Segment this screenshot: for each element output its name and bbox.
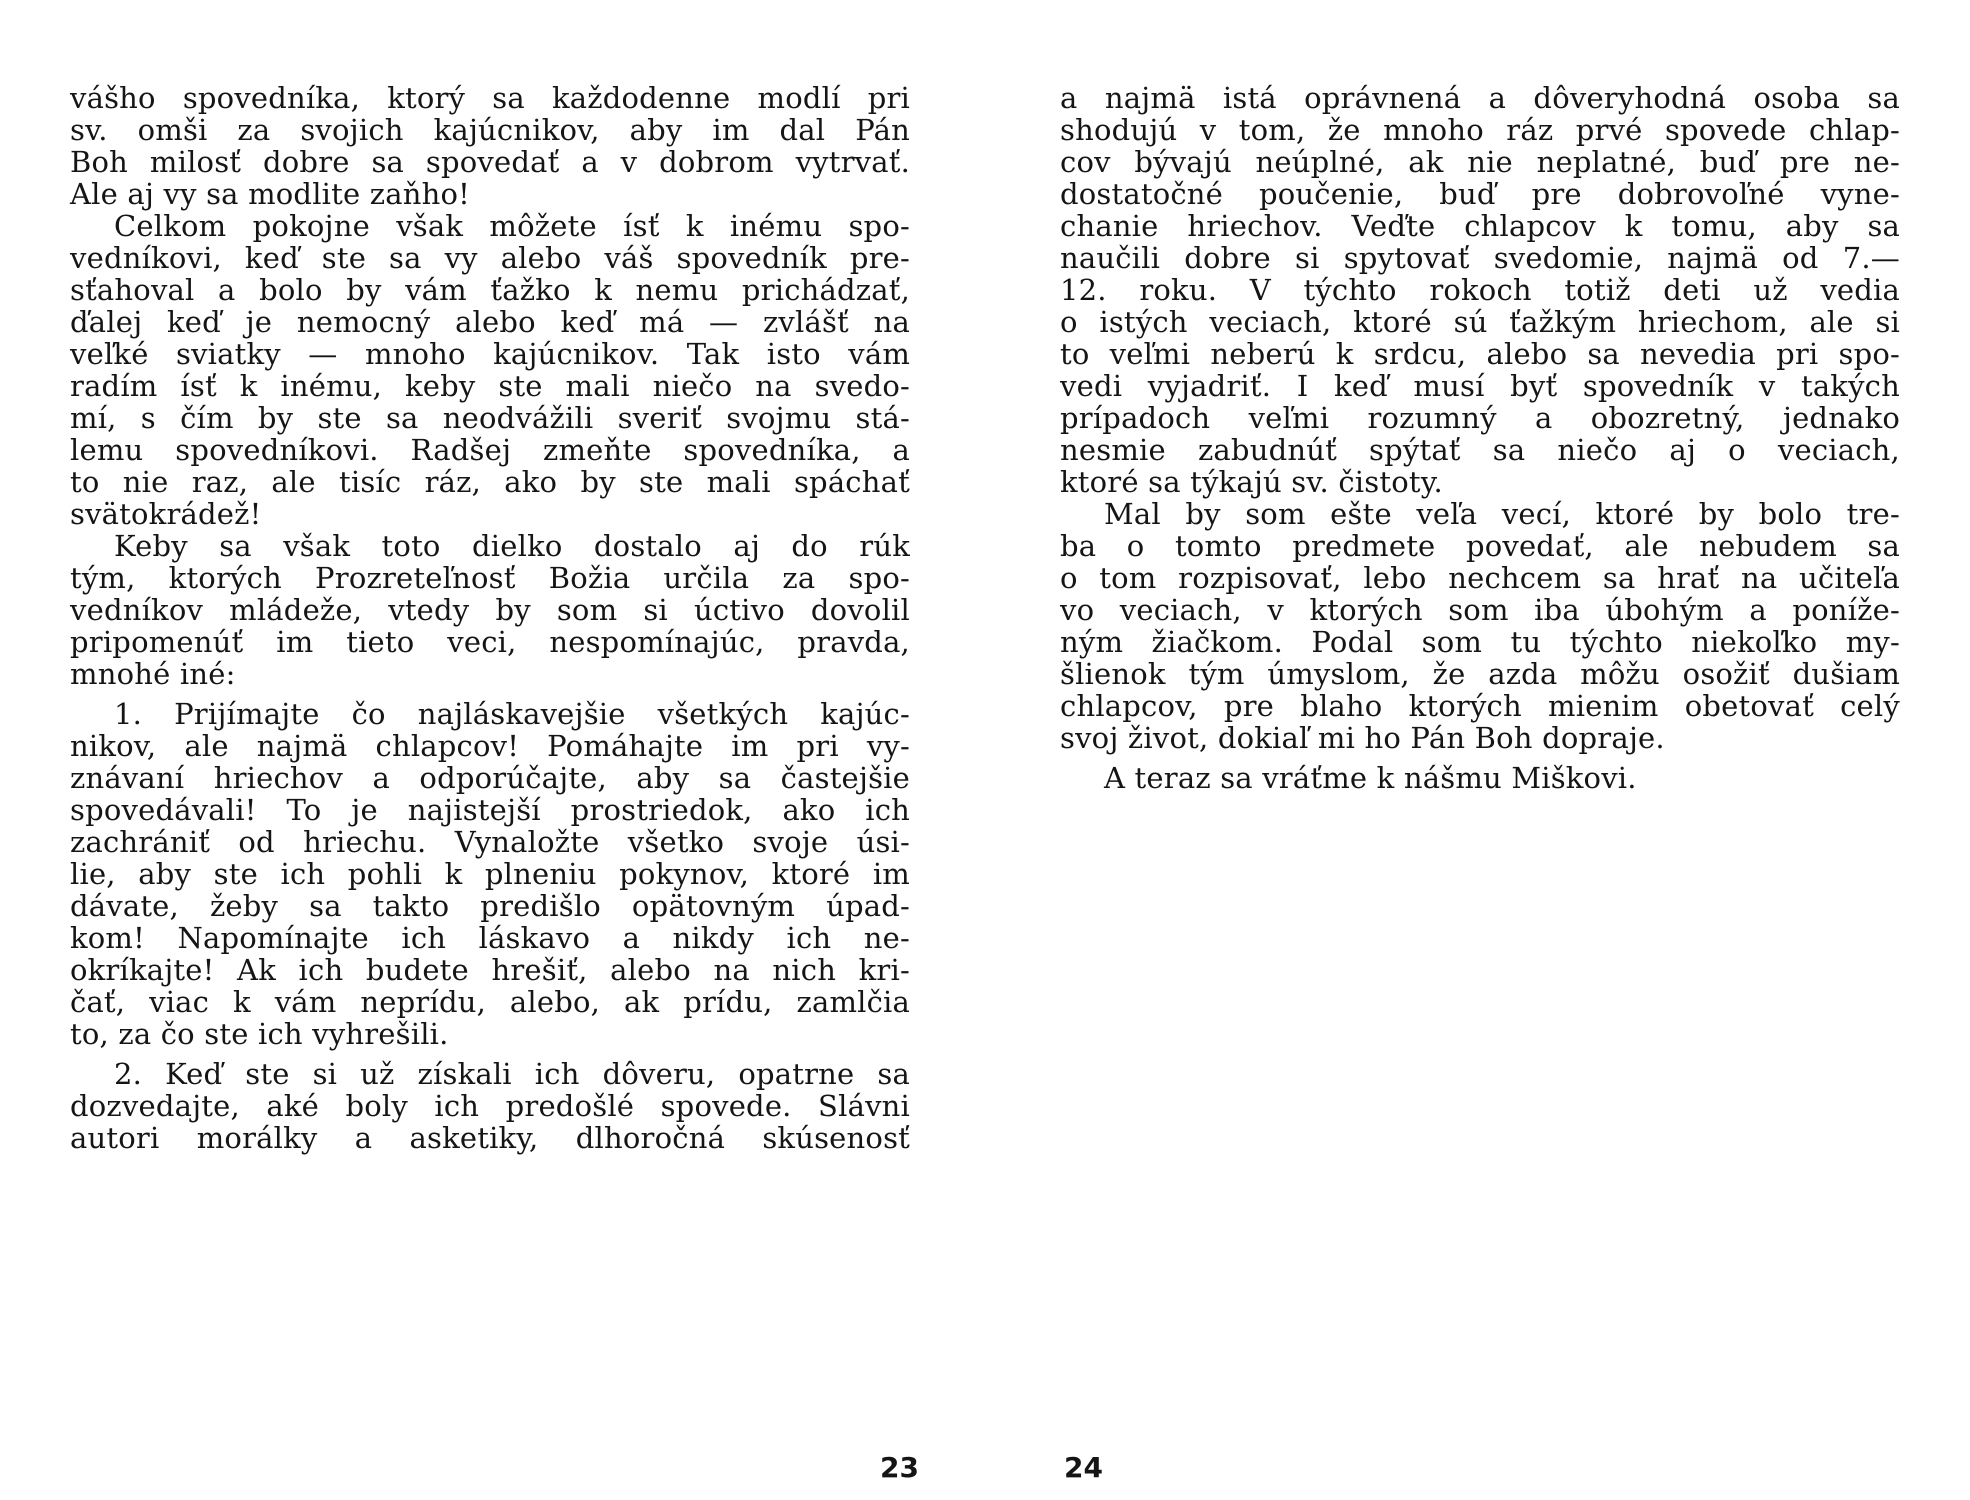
right-page (1060, 78, 1920, 1408)
text-line: vášho spovedníka, ktorý sa každodenne modlí pri (70, 81, 910, 115)
text-line: dávate, žeby sa takto predišlo opätovným úpad- (70, 889, 910, 923)
text-line: prípadoch veľmi rozumný a obozretný, jednako (1060, 401, 1900, 435)
paragraph-first-line: Keby sa však toto dielko dostalo aj do rúk (114, 529, 910, 563)
text-line: chanie hriechov. Veďte chlapcov k tomu, aby sa (1060, 209, 1901, 243)
paragraph-first-line: 2. Keď ste si už získali ich dôveru, opatrne sa (114, 1057, 910, 1091)
paragraph-first-line: Mal by som ešte veľa vecí, ktoré by bolo tre- (1104, 497, 1900, 531)
text-line: okríkajte! Ak ich budete hrešiť, alebo na nich kri- (70, 953, 910, 987)
text-line: dozvedajte, aké boly ich predošlé spovede. Slávni (70, 1089, 911, 1123)
text-line: dostatočné poučenie, buď pre dobrovoľné vyne- (1060, 177, 1900, 211)
text-line: čať, viac k vám neprídu, alebo, ak prídu, zamlčia (70, 985, 911, 1019)
text-line: Ale aj vy sa modlite zaňho! (70, 177, 471, 211)
text-line: nesmie zabudnúť spýtať sa niečo aj o veciach, (1060, 433, 1900, 467)
page-number-right: 24 (1064, 1451, 1103, 1484)
text-line: spovedávali! To je najistejší prostriedok, ako ich (70, 793, 911, 827)
text-line: vedníkov mládeže, vtedy by som si úctivo dovolil (70, 593, 911, 627)
text-line: shodujú v tom, že mnoho ráz prvé spovede chlap- (1060, 113, 1901, 147)
text-line: ným žiačkom. Podal som tu týchto niekoľko my- (1060, 625, 1901, 659)
paragraph-first-line: 1. Prijímajte čo najláskavejšie všetkých kajúc- (114, 697, 910, 731)
text-line: sv. omši za svojich kajúcnikov, aby im dal Pán (70, 113, 910, 147)
text-line: svoj život, dokiaľ mi ho Pán Boh dopraje. (1060, 721, 1665, 755)
text-line: vedi vyjadriť. I keď musí byť spovedník v takých (1060, 369, 1900, 403)
text-line: o tom rozpisovať, lebo nechcem sa hrať na učiteľa (1060, 561, 1901, 595)
text-line: vedníkovi, keď ste sa vy alebo váš spovedník pre- (70, 241, 911, 275)
text-line: a najmä istá oprávnená a dôveryhodná osoba sa (1060, 81, 1900, 115)
text-line: mí, s čím by ste sa neodvážili sveriť svojmu stá- (70, 401, 910, 435)
text-line: radím ísť k inému, keby ste mali niečo na svedo- (70, 369, 911, 403)
text-line: tým, ktorých Prozreteľnosť Božia určila za spo- (70, 561, 910, 595)
text-line: svätokrádež! (70, 497, 262, 531)
page-number-left: 23 (880, 1451, 919, 1484)
text-line: kom! Napomínajte ich láskavo a nikdy ich ne- (70, 921, 910, 955)
text-line: naučili dobre si spytovať svedomie, najmä od 7.— (1060, 241, 1900, 275)
text-line: šlienok tým úmyslom, že azda môžu osožiť dušiam (1060, 657, 1901, 691)
text-line: znávaní hriechov a odporúčajte, aby sa častejšie (70, 761, 911, 795)
text-line: mnohé iné: (70, 657, 236, 691)
text-line: nikov, ale najmä chlapcov! Pomáhajte im pri vy- (70, 729, 911, 763)
text-line: lie, aby ste ich pohli k plneniu pokynov, ktoré im (70, 857, 910, 891)
paragraph-first-line: Celkom pokojne však môžete ísť k inému spo- (114, 209, 910, 243)
text-line: to veľmi neberú k srdcu, alebo sa nevedia pri spo- (1060, 337, 1901, 371)
text-line: Boh milosť dobre sa spovedať a v dobrom vytrvať. (70, 145, 911, 179)
text-line: pripomenúť im tieto veci, nespomínajúc, pravda, (70, 625, 910, 659)
text-line: ba o tomto predmete povedať, ale nebudem sa (1060, 529, 1900, 563)
text-line: ktoré sa týkajú sv. čistoty. (1060, 465, 1443, 499)
paragraph-first-line: A teraz sa vráťme k nášmu Miškovi. (1104, 761, 1637, 795)
text-line: cov bývajú neúplné, ak nie neplatné, buď pre ne- (1060, 145, 1900, 179)
text-line: veľké sviatky — mnoho kajúcnikov. Tak isto vám (70, 337, 911, 371)
text-line: autori morálky a asketiky, dlhoročná skúsenosť (70, 1121, 911, 1155)
text-line: to nie raz, ale tisíc ráz, ako by ste mali spáchať (70, 465, 910, 499)
text-line: 12. roku. V týchto rokoch totiž deti už vedia (1060, 273, 1900, 307)
text-line: vo veciach, v ktorých som iba úbohým a poníže- (1060, 593, 1900, 627)
text-line: lemu spovedníkovi. Radšej zmeňte spovedníka, a (70, 433, 910, 467)
text-line: ďalej keď je nemocný alebo keď má — zvlášť na (70, 305, 910, 339)
text-line: chlapcov, pre blaho ktorých mienim obetovať celý (1060, 689, 1900, 723)
text-line: zachrániť od hriechu. Vynaložte všetko svoje úsi- (70, 825, 911, 859)
text-line: o istých veciach, ktoré sú ťažkým hriechom, ale si (1060, 305, 1901, 339)
text-line: to, za čo ste ich vyhrešili. (70, 1017, 449, 1051)
left-page (70, 78, 930, 1408)
text-line: sťahoval a bolo by vám ťažko k nemu prichádzať, (70, 273, 911, 307)
